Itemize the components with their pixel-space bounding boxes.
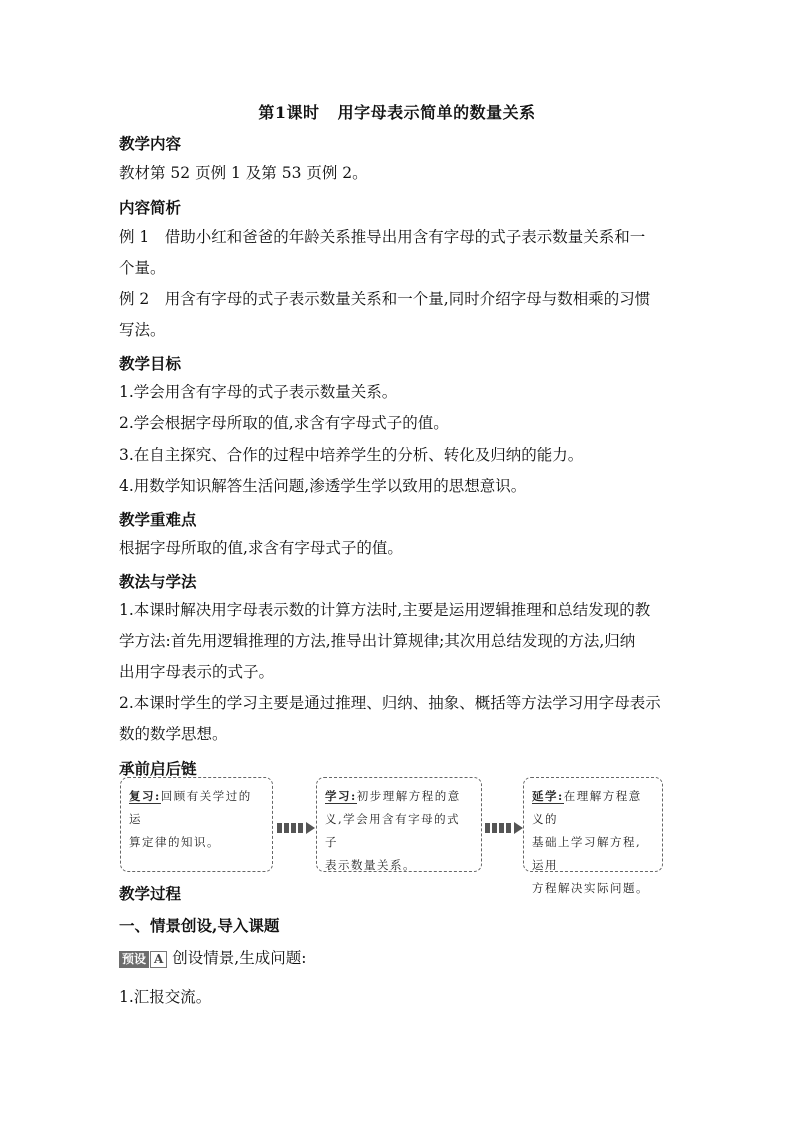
preset-text: 创设情景,生成问题: — [172, 949, 307, 967]
preset-badge — [119, 951, 167, 968]
extend-box — [523, 777, 663, 895]
method2-line-2: 数的数学思想。 — [119, 725, 228, 743]
preset-level: A — [150, 951, 167, 968]
analysis-line-4: 写法。 — [119, 321, 166, 339]
learn-tag: 学习: — [325, 789, 357, 803]
right-arrow-icon — [485, 822, 523, 834]
title-topic: 用字母表示简单的数量关系 — [337, 103, 536, 122]
review-line-2: 算定律的知识。 — [129, 835, 220, 849]
method1-line-2: 学方法:首先用逻辑推理的方法,推导出计算规律;其次用总结发现的方法,归纳 — [119, 632, 636, 650]
goal-4: 4.用数学知识解答生活问题,渗透学生学以致用的思想意识。 — [119, 477, 527, 495]
title-lesson: 第1课时 — [258, 103, 320, 122]
heading-key-points: 教学重难点 — [119, 510, 197, 529]
report-line: 1.汇报交流。 — [119, 988, 212, 1006]
learn-line-2: 义,学会用含有字母的式子 — [325, 812, 461, 849]
content-text: 教材第 52 页例 1 及第 53 页例 2。 — [119, 164, 368, 182]
heading-analysis: 内容简析 — [119, 198, 182, 217]
learn-line-3: 表示数量关系。 — [325, 858, 416, 872]
page-title — [0, 100, 794, 123]
heading-methods: 教法与学法 — [119, 572, 197, 591]
goal-2: 2.学会根据字母所取的值,求含有字母式子的值。 — [119, 414, 449, 432]
review-tag: 复习: — [129, 789, 161, 803]
analysis-line-3: 例 2 用含有字母的式子表示数量关系和一个量,同时介绍字母与数相乘的习惯 — [119, 290, 651, 308]
heading-process: 教学过程 — [119, 884, 182, 903]
preset-tag: 预设 — [119, 951, 149, 968]
extend-line-2: 基础上学习解方程,运用 — [532, 835, 642, 872]
goal-3: 3.在自主探究、合作的过程中培养学生的分析、转化及归纳的能力。 — [119, 446, 584, 464]
learn-line-1: 初步理解方程的意 — [356, 789, 461, 803]
analysis-line-2: 个量。 — [119, 259, 166, 277]
method1-line-1: 1.本课时解决用字母表示数的计算方法时,主要是运用逻辑推理和总结发现的教 — [119, 601, 651, 619]
right-arrow-icon — [277, 822, 315, 834]
heading-goals: 教学目标 — [119, 354, 182, 373]
review-line-1: 回顾有关学过的运 — [129, 789, 252, 826]
heading-link-chain: 承前启后链 — [119, 759, 197, 778]
extend-tag: 延学: — [532, 789, 564, 803]
extend-line-1: 在理解方程意义的 — [532, 789, 642, 826]
preset-line — [119, 943, 306, 974]
method2-line-1: 2.本课时学生的学习主要是通过推理、归纳、抽象、概括等方法学习用字母表示 — [119, 694, 661, 712]
extend-line-3: 方程解决实际问题。 — [532, 881, 649, 895]
learn-box — [316, 777, 482, 872]
heading-step1: 一、情景创设,导入课题 — [119, 916, 280, 935]
goal-1: 1.学会用含有字母的式子表示数量关系。 — [119, 383, 398, 401]
analysis-line-1: 例 1 借助小红和爸爸的年龄关系推导出用含有字母的式子表示数量关系和一 — [119, 228, 646, 246]
heading-content: 教学内容 — [119, 134, 182, 153]
key-text: 根据字母所取的值,求含有字母式子的值。 — [119, 539, 403, 557]
review-box — [120, 777, 273, 872]
method1-line-3: 出用字母表示的式子。 — [119, 663, 275, 681]
